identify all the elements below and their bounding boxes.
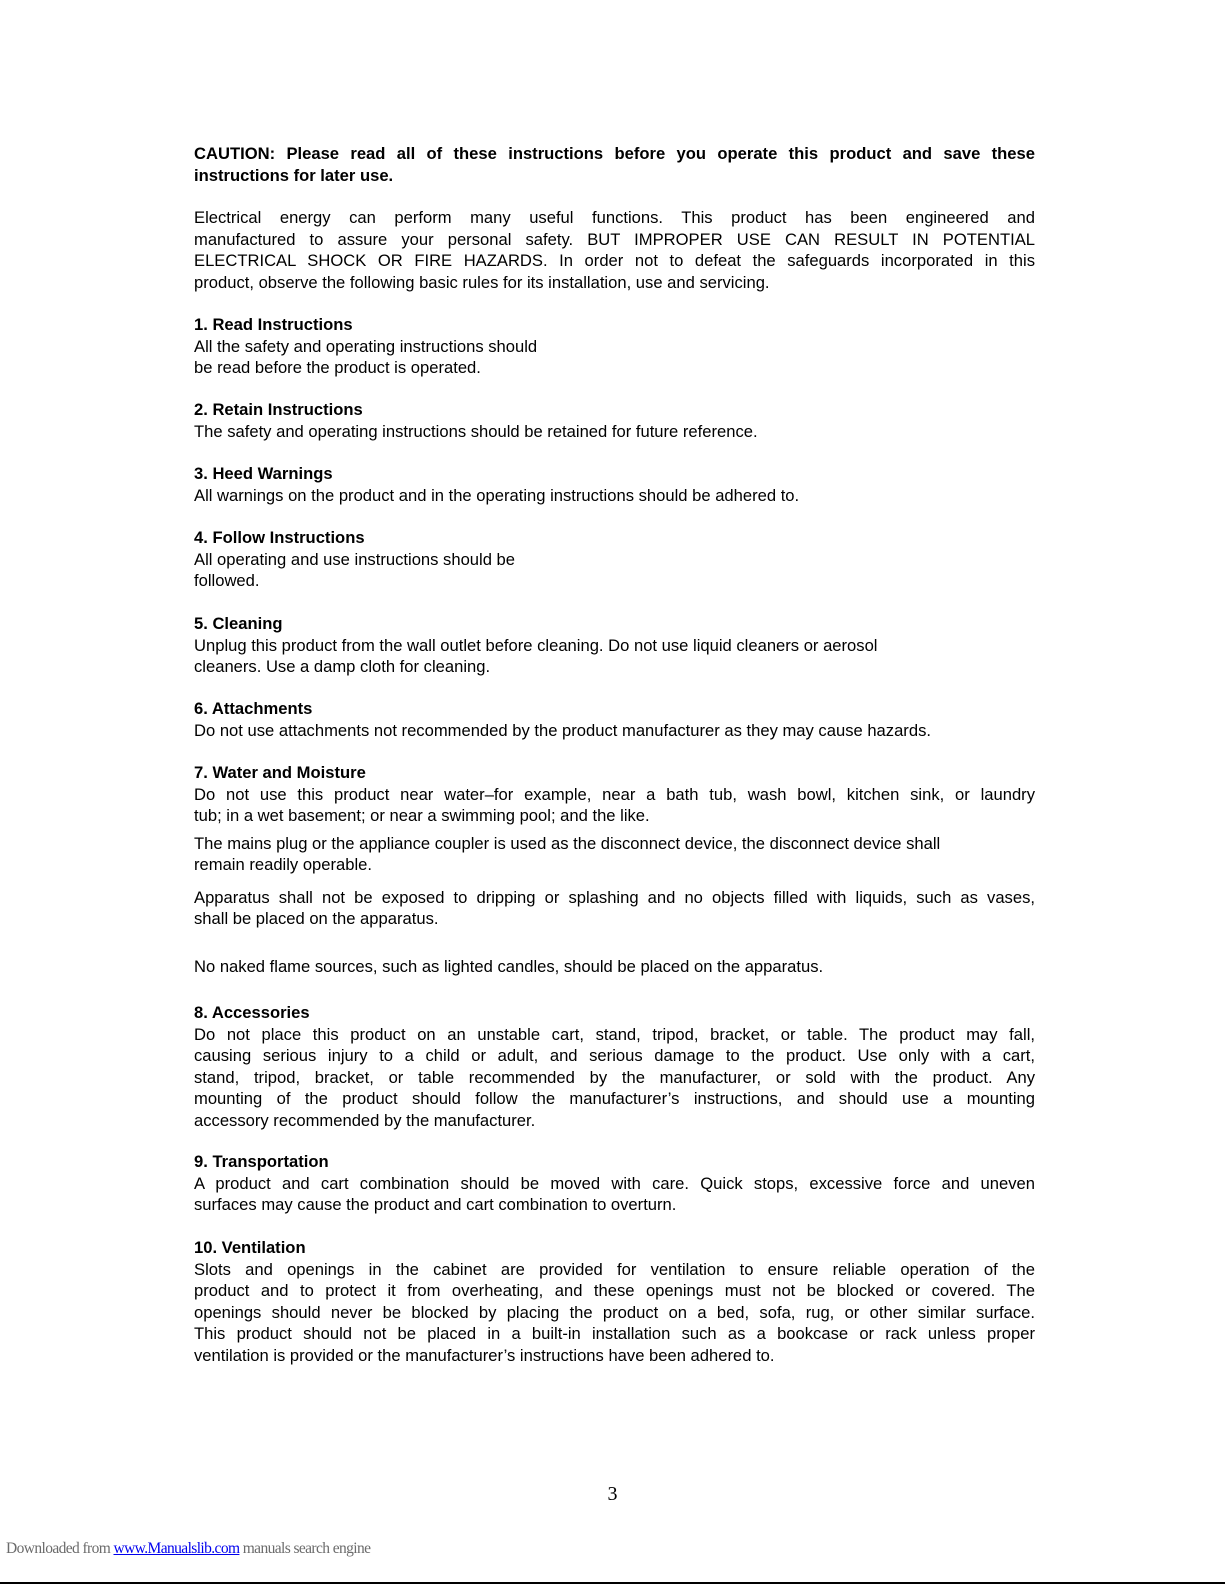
section-heading: 1. Read Instructions <box>194 315 353 334</box>
section-4 <box>194 527 1035 592</box>
intro-paragraph <box>194 207 1035 293</box>
section-body-line: No naked flame sources, such as lighted candles, should be placed on the apparatus. <box>194 956 824 976</box>
caution-line: CAUTION: Please read all of these instructions before you operate this product and save these <box>194 144 1035 163</box>
section-body-line: shall be placed on the apparatus. <box>194 909 439 928</box>
section-body-line: The safety and operating instructions should be retained for future reference. <box>194 421 758 441</box>
section-body-line: All the safety and operating instructions should <box>194 336 538 356</box>
section-heading: 2. Retain Instructions <box>194 400 363 419</box>
caution-notice <box>194 143 1035 186</box>
manualslib-link[interactable]: www.Manualslib.com <box>113 1540 240 1557</box>
section-3 <box>194 463 1035 506</box>
section-body-line: A product and cart combination should be moved with care. Quick stops, excessive force and uneven <box>194 1173 1035 1193</box>
footer-prefix: Downloaded from <box>6 1540 114 1557</box>
intro-line: Electrical energy can perform many useful functions. This product has been engineered and <box>194 208 1035 227</box>
section-5 <box>194 613 1035 678</box>
intro-line: product, observe the following basic rules for its installation, use and servicing. <box>194 272 770 292</box>
section-body-line: ventilation is provided or the manufacturer’s instructions have been adhered to. <box>194 1345 775 1365</box>
bottom-divider <box>0 1582 1225 1584</box>
section-body-line: stand, tripod, bracket, or table recommended by the manufacturer, or sold with the product. Any <box>194 1067 1035 1087</box>
section-body-line: surfaces may cause the product and cart combination to overturn. <box>194 1195 677 1214</box>
section-6 <box>194 698 1035 741</box>
caution-line: instructions for later use. <box>194 165 394 185</box>
section-body-line: Unplug this product from the wall outlet before cleaning. Do not use liquid cleaners or aerosol <box>194 635 878 655</box>
section-body-line: Do not place this product on an unstable cart, stand, tripod, bracket, or table. The product may fall, <box>194 1024 1035 1044</box>
section-7 <box>194 762 1035 977</box>
section-body-line: This product should not be placed in a built-in installation such as a bookcase or rack unless proper <box>194 1324 1035 1343</box>
section-body-line: product and to protect it from overheating, and these openings must not be blocked or covered. The <box>194 1281 1035 1300</box>
section-heading: 10. Ventilation <box>194 1238 306 1257</box>
download-footer <box>6 1540 370 1558</box>
section-body-line: openings should never be blocked by placing the product on a bed, sofa, rug, or other similar surface. <box>194 1302 1035 1322</box>
intro-line: manufactured to assure your personal safety. BUT IMPROPER USE CAN RESULT IN POTENTIAL <box>194 229 1035 249</box>
section-heading: 5. Cleaning <box>194 614 283 633</box>
section-body-line: The mains plug or the appliance coupler is used as the disconnect device, the disconnect device shall <box>194 833 941 853</box>
page-number: 3 <box>607 1483 618 1505</box>
intro-line: ELECTRICAL SHOCK OR FIRE HAZARDS. In order not to defeat the safeguards incorporated in this <box>194 251 1035 270</box>
section-body-line: tub; in a wet basement; or near a swimming pool; and the like. <box>194 806 650 825</box>
section-heading: 3. Heed Warnings <box>194 464 333 483</box>
section-body-line: mounting of the product should follow the manufacturer’s instructions, and should use a mounting <box>194 1089 1035 1108</box>
section-9 <box>194 1151 1035 1216</box>
section-heading: 4. Follow Instructions <box>194 528 365 547</box>
section-body-line: causing serious injury to a child or adult, and serious damage to the product. Use only with a cart, <box>194 1046 1035 1065</box>
section-body-line: followed. <box>194 571 260 590</box>
section-body-line: accessory recommended by the manufacturer. <box>194 1110 536 1130</box>
section-body-line: cleaners. Use a damp cloth for cleaning. <box>194 657 491 676</box>
section-body-line: All warnings on the product and in the operating instructions should be adhered to. <box>194 485 800 505</box>
section-heading: 7. Water and Moisture <box>194 763 366 782</box>
section-10 <box>194 1237 1035 1366</box>
section-8 <box>194 1002 1035 1131</box>
section-2 <box>194 399 1035 442</box>
section-body-line: remain readily operable. <box>194 855 373 874</box>
section-heading: 8. Accessories <box>194 1003 310 1022</box>
section-heading: 9. Transportation <box>194 1152 329 1171</box>
section-body-line: be read before the product is operated. <box>194 358 481 377</box>
section-heading: 6. Attachments <box>194 699 313 718</box>
section-body-line: Do not use attachments not recommended by the product manufacturer as they may cause hazards. <box>194 720 931 740</box>
section-body-line: Slots and openings in the cabinet are provided for ventilation to ensure reliable operation of the <box>194 1259 1035 1279</box>
section-body-line: Apparatus shall not be exposed to dripping or splashing and no objects filled with liquids, such as vases, <box>194 887 1035 907</box>
footer-suffix: manuals search engine <box>239 1540 371 1557</box>
section-1 <box>194 314 1035 379</box>
section-body-line: Do not use this product near water–for example, near a bath tub, wash bowl, kitchen sink, or laundry <box>194 784 1035 804</box>
section-body-line: All operating and use instructions should be <box>194 549 516 569</box>
